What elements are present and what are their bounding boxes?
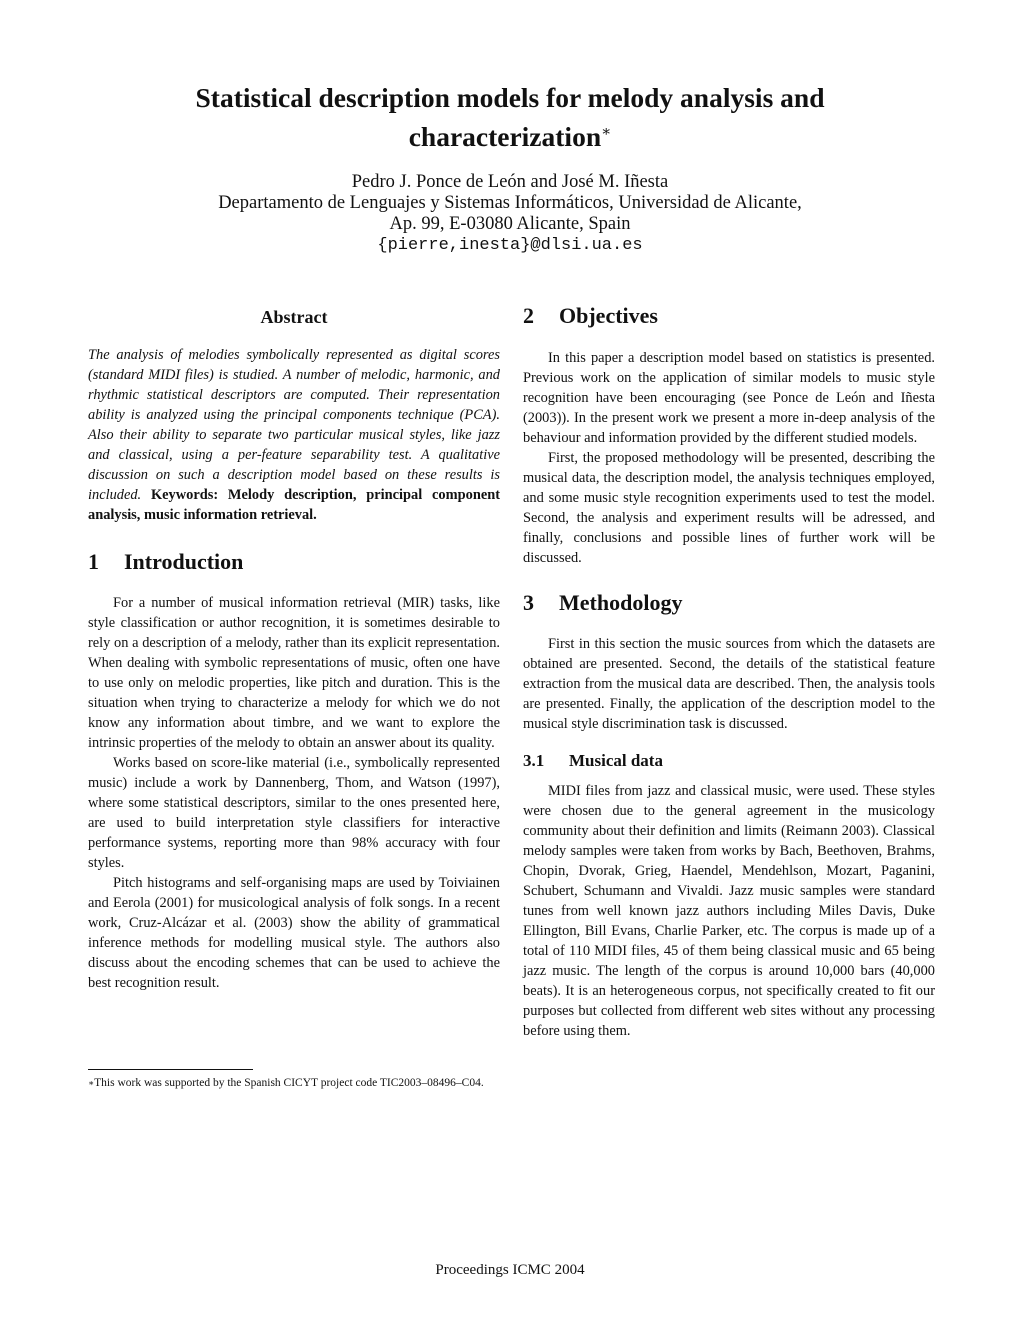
subsection-title: Musical data bbox=[569, 751, 663, 770]
paragraph: For a number of musical information retrieval (MIR) tasks, like style classification or author recognition, it is sometimes desirable to rely on a description of a melody, rather than its explicit representation. When dealing with symbolic representations of music, often one have to use only on melodic properties, like pitch and duration. This is the situation when trying to characterize a melody for which we do not know any information about timbre, and we want to explore the intrinsic properties of the melody to obtain an answer about its quality. bbox=[88, 595, 500, 751]
page-footer: Proceedings ICMC 2004 bbox=[435, 1262, 585, 1278]
abstract-body: The analysis of melodies symbolically represented as digital scores (standard MIDI files) is studied. A number of melodic, harmonic, and rhythmic statistical descriptors are computed. Their representation ability is analyzed using the principal components technique (PCA). Also their ability to separate two particular musical styles, like jazz and classical, using a per-feature separability test. A qualitative discussion on such a description model based on these results is included. bbox=[88, 347, 500, 503]
left-column bbox=[88, 300, 500, 993]
paragraph: First in this section the music sources from which the datasets are obtained are presented. Second, the details of the statistical feature extraction from the musical data are described. Then, the analysis tools are presented. Finally, the application of the description model to the musical style discrimination task is discussed. bbox=[523, 636, 935, 732]
title-line-1: Statistical description models for melody analysis and bbox=[195, 82, 825, 113]
abstract-keywords: Keywords: Melody description, principal component analysis, music information retrieval. bbox=[88, 487, 501, 523]
author-affiliation: Departamento de Lenguajes y Sistemas Informáticos, Universidad de Alicante, bbox=[218, 193, 802, 213]
abstract-text bbox=[88, 345, 500, 525]
title-footnote-mark: ∗ bbox=[601, 124, 612, 140]
subsection-heading-musical-data bbox=[523, 750, 935, 772]
author-address: Ap. 99, E-03080 Alicante, Spain bbox=[389, 214, 631, 234]
paragraph: Works based on score-like material (i.e., symbolically represented music) include a work by Dannenberg, Thom, and Watson (1997), where some statistical descriptors, similar to the ones presented here, are used to build interpretation style classifiers for interactive performance systems, reporting more than 98% accuracy with four styles. bbox=[88, 755, 500, 871]
abstract-heading: Abstract bbox=[260, 307, 328, 327]
section-title: Methodology bbox=[559, 590, 683, 615]
section-heading-objectives bbox=[523, 302, 935, 330]
author-names: Pedro J. Ponce de León and José M. Iñesta bbox=[351, 172, 669, 192]
section-heading-introduction bbox=[88, 548, 500, 576]
paragraph: First, the proposed methodology will be presented, describing the musical data, the description model, the analysis techniques employed, and some music style recognition experiments used to test the model. Second, the analysis and experiment results will be adressed, and finally, conclusions and possible lines of further work will be discussed. bbox=[523, 450, 935, 566]
section-number: 3 bbox=[523, 590, 534, 615]
section-heading-methodology bbox=[523, 589, 935, 617]
paragraph: In this paper a description model based on statistics is presented. Previous work on the application of similar models to music style recognition have been encouraging (see Ponce de León and Iñesta (2003)). In the present work we present a more in-deep analysis of the behaviour and information provided by the different studied models. bbox=[523, 350, 935, 446]
section-title: Objectives bbox=[559, 303, 658, 328]
footnote-rule bbox=[88, 1069, 253, 1070]
paragraph: MIDI files from jazz and classical music, were used. These styles were chosen due to the general agreement in the musicology community about their definition and limits (Reimann 2003). Classical melody samples were taken from works by Bach, Beethoven, Brahms, Chopin, Dvorak, Grieg, Haendel, Mendehlson, Mozart, Paganini, Schubert, Schumann and Vivaldi. Jazz music samples were standard tunes from well known jazz authors including Miles Davis, Duke Ellington, Bill Evans, Charlie Parker, etc. The corpus is made up of a total of 110 MIDI files, 45 of them being classical music and 65 being jazz music. The length of the corpus is around 10,000 bars (40,000 beats). It is an heterogeneous corpus, not specifically created to fit our purposes but collected from different web sites without any processing before using them. bbox=[523, 783, 935, 1039]
author-email: {pierre,inesta}@dlsi.ua.es bbox=[377, 236, 643, 255]
title-line-2-text: characterization bbox=[408, 121, 602, 152]
section-title: Introduction bbox=[124, 549, 244, 574]
author-block bbox=[120, 172, 900, 256]
section-number: 2 bbox=[523, 303, 534, 328]
paragraph: Pitch histograms and self-organising maps are used by Toiviainen and Eerola (2001) for musicological analysis of folk songs. In a recent work, Cruz-Alcázar et al. (2003) show the ability of grammatical inference methods for modelling musical style. The authors also discuss about the encoding schemes that can be used to achieve the best recognition result. bbox=[88, 875, 500, 991]
paper-title bbox=[120, 78, 900, 156]
right-column bbox=[523, 300, 935, 1041]
section-number: 1 bbox=[88, 549, 99, 574]
title-line-2 bbox=[120, 117, 900, 156]
footnote-text: This work was supported by the Spanish CICYT project code TIC2003–08496–C04. bbox=[94, 1077, 484, 1089]
subsection-number: 3.1 bbox=[523, 751, 545, 770]
footnote-mark: ∗ bbox=[88, 1078, 95, 1088]
footnote bbox=[88, 1075, 500, 1091]
